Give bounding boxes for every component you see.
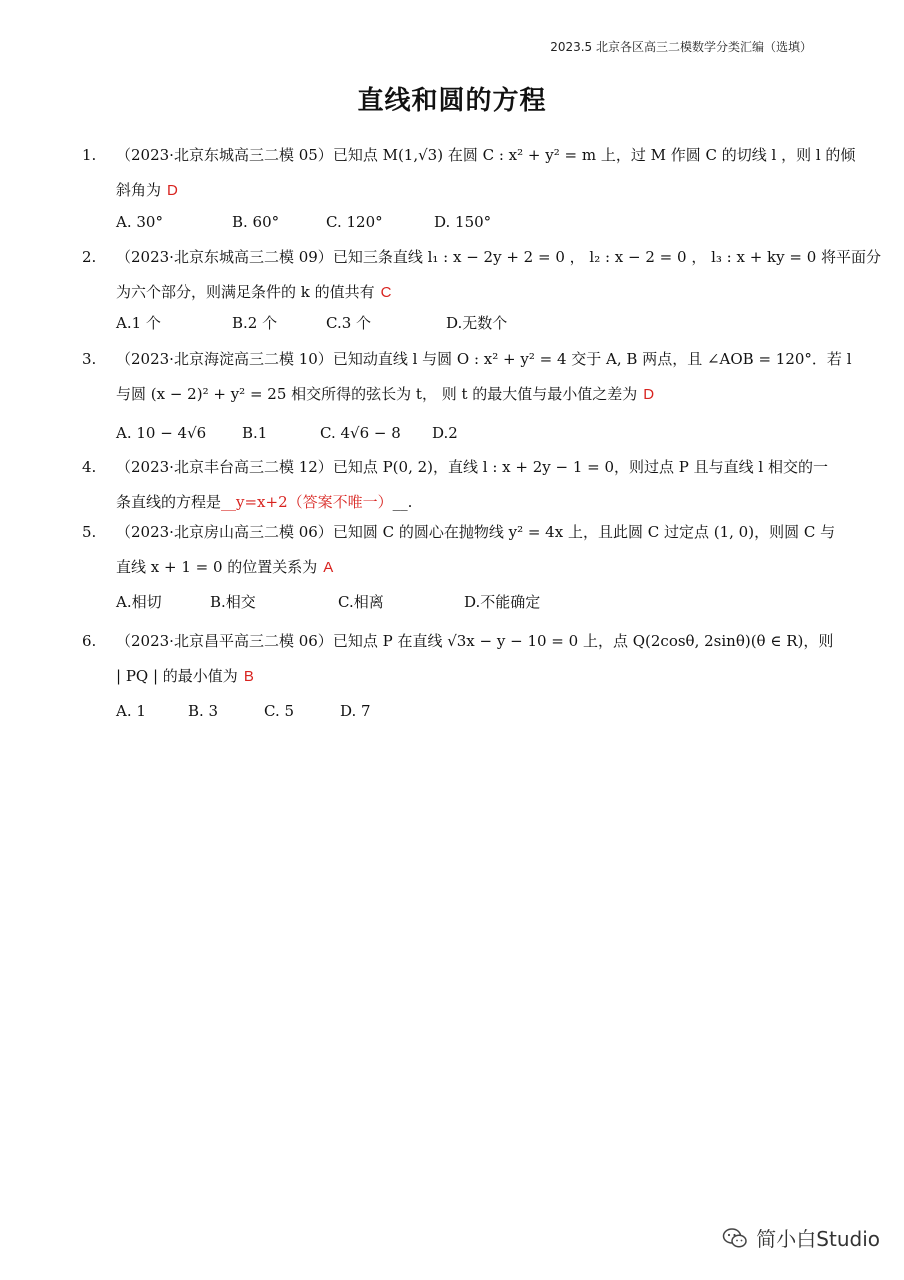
options-row — [116, 208, 816, 236]
question-number: 2. — [82, 248, 97, 266]
answer-blank: __y=x+2（答案不唯一） — [221, 493, 393, 511]
question-source: （2023·北京丰台高三二模 12） — [116, 458, 333, 476]
question-6 — [82, 624, 834, 694]
option: A. 10 − 4√6 — [116, 424, 207, 442]
question-text: 已知三条直线 l₁ : x − 2y + 2 = 0 ， l₂ : x − 2 = 0 ， l₃ : x + ky = 0 将平面分 — [332, 248, 882, 266]
question-number: 3. — [82, 350, 97, 368]
question-number: 4. — [82, 458, 97, 476]
option: B. 60° — [232, 213, 280, 231]
option: C.相离 — [338, 593, 384, 611]
option: B.2 个 — [232, 314, 278, 332]
answer-mark: A — [323, 559, 334, 576]
option: B.1 — [242, 424, 268, 442]
question-5 — [82, 515, 836, 585]
question-text: 已知点 P(0, 2)，直线 l : x + 2y − 1 = 0，则过点 P 且与直线 l 相交的一 — [332, 458, 828, 476]
option: C. 5 — [264, 702, 295, 720]
option: B. 3 — [188, 702, 219, 720]
question-source: （2023·北京昌平高三二模 06） — [116, 632, 333, 650]
question-text: 为六个部分，则满足条件的 k 的值共有 — [116, 283, 375, 301]
question-text: 已知点 P 在直线 √3x − y − 10 = 0 上，点 Q(2cosθ, 2sinθ)(θ ∈ R)，则 — [332, 632, 834, 650]
answer-mark: B — [243, 668, 254, 685]
question-source: （2023·北京房山高三二模 06） — [116, 523, 333, 541]
option: C.3 个 — [326, 314, 372, 332]
question-number: 5. — [82, 523, 97, 541]
question-text: | PQ | 的最小值为 — [116, 667, 238, 685]
question-text: 已知点 M(1,√3) 在圆 C : x² + y² = m 上，过 M 作圆 C 的切线 l ，则 l 的倾 — [332, 146, 856, 164]
answer-mark: C — [380, 284, 392, 301]
question-2 — [82, 240, 882, 310]
watermark-text: 简小白Studio — [756, 1227, 880, 1251]
options-row — [116, 419, 816, 447]
question-source: （2023·北京东城高三二模 09） — [116, 248, 333, 266]
question-number: 1. — [82, 146, 97, 164]
option: C. 120° — [326, 213, 383, 231]
option: C. 4√6 − 8 — [320, 424, 401, 442]
page-title: 直线和圆的方程 — [357, 86, 547, 116]
question-text: 斜角为 — [116, 181, 162, 199]
option: D. 150° — [434, 213, 492, 231]
question-number: 6. — [82, 632, 97, 650]
question-text: 已知圆 C 的圆心在抛物线 y² = 4x 上，且此圆 C 过定点 (1, 0)，则圆 C 与 — [332, 523, 836, 541]
question-source: （2023·北京海淀高三二模 10） — [116, 350, 333, 368]
answer-mark: D — [643, 386, 655, 403]
watermark — [722, 1223, 880, 1252]
options-row — [116, 697, 816, 725]
option: D.不能确定 — [464, 593, 541, 611]
question-1 — [82, 138, 856, 208]
question-4 — [82, 450, 828, 520]
option: D.2 — [432, 424, 458, 442]
option: D. 7 — [340, 702, 371, 720]
question-3 — [82, 342, 852, 412]
option: A.1 个 — [116, 314, 161, 332]
page-header: 2023.5 北京各区高三二模数学分类汇编（选填） — [550, 40, 812, 54]
question-source: （2023·北京东城高三二模 05） — [116, 146, 333, 164]
wechat-icon — [722, 1227, 748, 1249]
option: D.无数个 — [446, 314, 508, 332]
option: A.相切 — [116, 593, 162, 611]
option: A. 30° — [116, 213, 163, 231]
option: B.相交 — [210, 593, 256, 611]
question-text: 条直线的方程是 — [116, 493, 222, 511]
option: A. 1 — [116, 702, 146, 720]
question-text: 直线 x + 1 = 0 的位置关系为 — [116, 558, 318, 576]
question-text: 已知动直线 l 与圆 O : x² + y² = 4 交于 A, B 两点，且 ∠AOB = 120°．若 l — [332, 350, 852, 368]
options-row — [116, 588, 816, 616]
options-row — [116, 309, 816, 337]
question-text: 与圆 (x − 2)² + y² = 25 相交所得的弦长为 t， 则 t 的最大值与最小值之差为 — [116, 385, 638, 403]
question-text: __. — [392, 493, 413, 511]
answer-mark: D — [167, 182, 178, 199]
